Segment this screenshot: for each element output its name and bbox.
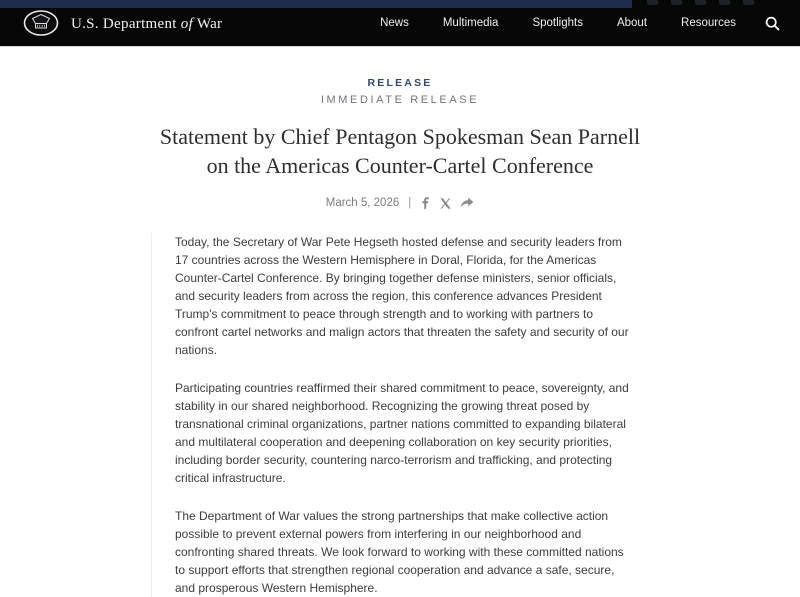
paragraph: Today, the Secretary of War Pete Hegseth hosted defense and security leaders from 17 countries across the Western Hemisphere in Doral, Florida, for the Americas Counter-Cartel Conference. By bringing together defense ministers, senior officials, and security leaders from across the region, this conference advances President Trump's commitment to peace through strength and to working with partners to confront cartel networks and malign actors that threaten the safety and security of our nations.: [175, 235, 629, 357]
release-date: March 5, 2026: [325, 197, 400, 209]
meta-separator: |: [408, 197, 412, 209]
paragraph: Participating countries reaffirmed their shared commitment to peace, sovereignty, and stability in our shared neighborhood. Recognizing the growing threat posed by transnational criminal organizations, partner nations committed to expanding bilateral and multilateral cooperation and deepening collaboration on key security priorities, including border security, countering narco-terrorism and trafficking, and protecting critical infrastructure.: [175, 381, 629, 485]
immediate-release-label: IMMEDIATE RELEASE: [320, 94, 480, 106]
release-header: [0, 47, 800, 209]
brand-title: U.S. Department of War: [71, 16, 223, 32]
nav-item-news[interactable]: News: [380, 17, 409, 29]
pentagon-seal-icon: [22, 3, 60, 46]
facebook-icon[interactable]: [420, 197, 431, 209]
search-icon[interactable]: [753, 16, 780, 31]
release-meta: [0, 197, 800, 209]
paragraph: The Department of War values the strong partnerships that make collective action possible to prevent external powers from interfering in our neighborhood and confronting shared threats. We look forward to working with these committed nations to support efforts that strengthen regional cooperation and advance a safe, secure, and prosperous Western Hemisphere.: [175, 509, 624, 595]
main-nav: [363, 0, 780, 46]
release-body: [151, 233, 633, 597]
x-icon[interactable]: [440, 198, 451, 209]
share-arrow-icon[interactable]: [460, 197, 474, 209]
nav-item-about[interactable]: About: [616, 17, 648, 29]
brand-home-link[interactable]: [22, 3, 222, 46]
page-title: Statement by Chief Pentagon Spokesman Sean Parnell on the Americas Counter-Cartel Conference: [159, 124, 641, 178]
release-kicker: RELEASE: [367, 77, 433, 89]
nav-item-multimedia[interactable]: Multimedia: [442, 17, 499, 29]
nav-item-spotlights[interactable]: Spotlights: [532, 17, 583, 29]
site-header: [0, 0, 800, 47]
nav-item-resources[interactable]: Resources: [681, 17, 736, 29]
